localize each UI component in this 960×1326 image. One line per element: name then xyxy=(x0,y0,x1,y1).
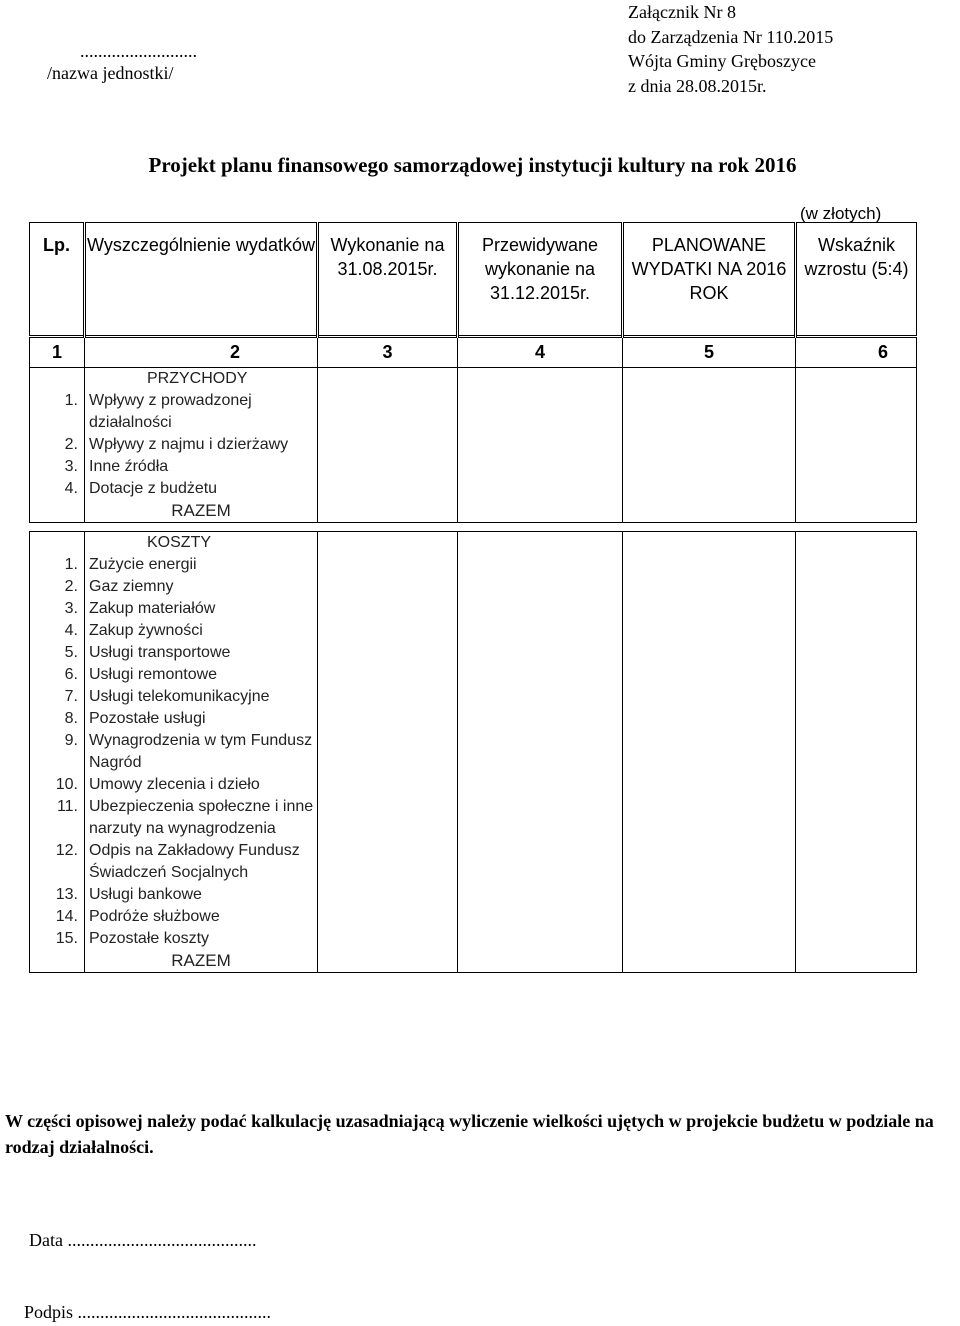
instruction-note: W części opisowej należy podać kalkulację uzasadniającą wyliczenie wielkości ujętych w projekcie budżetu w podziale na rodzaj działalności. xyxy=(5,1111,934,1157)
table-row: 13. Usługi bankowe xyxy=(30,884,917,906)
income-total-row xyxy=(30,500,917,523)
table-row: 9. Wynagrodzenia w tym Fundusz Nagród xyxy=(30,730,917,774)
table-row: 1. Zużycie energii xyxy=(30,554,917,576)
document-title: Projekt planu finansowego samorządowej instytucji kultury na rok 2016 xyxy=(148,153,797,177)
table-row: 3. Inne źródła xyxy=(30,456,917,478)
table-row: 1. Wpływy z prowadzonej działalności xyxy=(30,390,917,434)
unit-name-placeholder: .......................... xyxy=(80,41,197,61)
date-field: Data .......................................... xyxy=(29,1230,257,1250)
table-row: 10. Umowy zlecenia i dzieło xyxy=(30,774,917,796)
currency-unit-note: (w złotych) xyxy=(800,204,882,223)
signature-field: Podpis ........................................... xyxy=(24,1302,272,1322)
column-number: 4 xyxy=(458,337,623,368)
annex-line: z dnia 28.08.2015r. xyxy=(628,75,767,96)
col-header-description: Wyszczególnienie wydatków xyxy=(85,223,318,337)
column-number: 5 xyxy=(623,337,796,368)
table-row: 7. Usługi telekomunikacyjne xyxy=(30,686,917,708)
col-header-planned: PLANOWANE WYDATKI NA 2016 ROK xyxy=(623,223,796,337)
table-row: 2. Gaz ziemny xyxy=(30,576,917,598)
annex-line: do Zarządzenia Nr 110.2015 xyxy=(628,26,834,47)
table-row: 11. Ubezpieczenia społeczne i inne narzuty na wynagrodzenia xyxy=(30,796,917,840)
col-header-growth xyxy=(796,223,917,337)
table-row: 5. Usługi transportowe xyxy=(30,642,917,664)
table-row: 12. Odpis na Zakładowy Fundusz Świadczeń Socjalnych xyxy=(30,840,917,884)
col-header-growth-text: Wskaźnik wzrostu (5:4) xyxy=(804,235,909,279)
costs-total-label: RAZEM xyxy=(85,950,318,973)
annex-line: Załącznik Nr 8 xyxy=(628,2,736,22)
column-number: 2 xyxy=(85,337,318,368)
table-row: 8. Pozostałe usługi xyxy=(30,708,917,730)
column-number: 1 xyxy=(30,337,85,368)
table-row: 4. Zakup żywności xyxy=(30,620,917,642)
unit-name-label: /nazwa jednostki/ xyxy=(47,63,174,83)
col-header-lp: Lp. xyxy=(30,223,85,337)
column-number: 3 xyxy=(318,337,458,368)
table-row: 6. Usługi remontowe xyxy=(30,664,917,686)
table-row: 4. Dotacje z budżetu xyxy=(30,478,917,500)
table-row: 15. Pozostałe koszty xyxy=(30,928,917,950)
column-number-row xyxy=(30,337,917,368)
column-number: 6 xyxy=(796,337,917,368)
income-total-label: RAZEM xyxy=(85,500,318,523)
costs-total-row xyxy=(30,950,917,973)
col-header-expected: Przewidywane wykonanie na 31.12.2015r. xyxy=(458,223,623,337)
annex-line: Wójta Gminy Gręboszyce xyxy=(628,51,816,71)
section-spacer xyxy=(30,523,917,532)
table-row: 3. Zakup materiałów xyxy=(30,598,917,620)
annex-block xyxy=(628,0,833,98)
section-header-row xyxy=(30,532,917,555)
section-header-costs: KOSZTY xyxy=(85,532,318,555)
table-header-row xyxy=(30,223,917,337)
table-row: 14. Podróże służbowe xyxy=(30,906,917,928)
section-header-income: PRZYCHODY xyxy=(85,368,318,391)
financial-plan-table xyxy=(29,222,917,973)
col-header-actual: Wykonanie na 31.08.2015r. xyxy=(318,223,458,337)
section-header-row xyxy=(30,368,917,391)
table-row: 2. Wpływy z najmu i dzierżawy xyxy=(30,434,917,456)
